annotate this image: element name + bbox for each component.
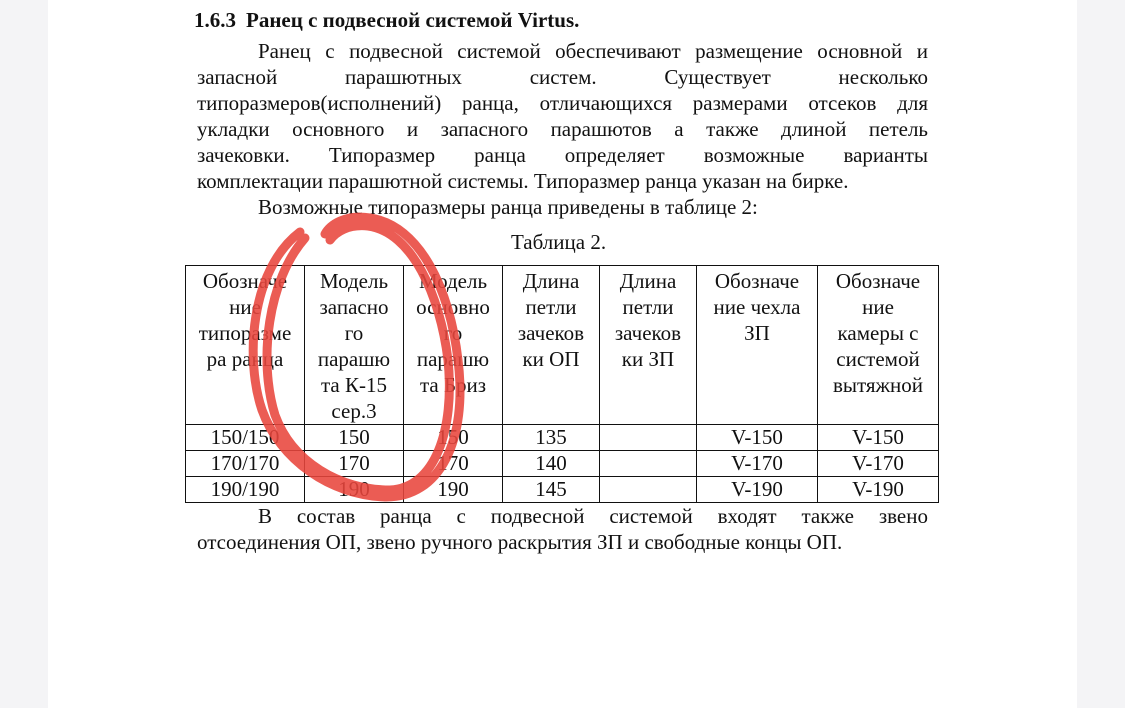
table-cell: 170 bbox=[404, 451, 503, 477]
header-text-line: зачеков bbox=[614, 321, 682, 345]
paragraph-line: зачековки. Типоразмер ранца определяет возможные варианты bbox=[197, 143, 928, 167]
header-text-line: Длина bbox=[619, 269, 677, 293]
table-row bbox=[186, 425, 939, 451]
table-cell: V-170 bbox=[697, 451, 818, 477]
header-text-line: системой bbox=[836, 347, 920, 371]
header-text-line: камеры с bbox=[837, 321, 919, 345]
table-header-row bbox=[186, 266, 939, 425]
header-text-line: вытяжной bbox=[832, 373, 924, 397]
section-heading bbox=[194, 8, 579, 33]
table-cell: 140 bbox=[503, 451, 600, 477]
header-text-line: ние чехла bbox=[713, 295, 801, 319]
header-text-line: ние bbox=[862, 295, 894, 319]
table-cell: 170 bbox=[305, 451, 404, 477]
header-text-line: Обозначе bbox=[714, 269, 800, 293]
paragraph-line: отсоединения ОП, звено ручного раскрытия ЗП и свободные концы ОП. bbox=[197, 530, 843, 554]
header-text-line: Модель bbox=[418, 269, 488, 293]
table-header-cell bbox=[697, 266, 818, 425]
header-text-line: Модель bbox=[319, 269, 389, 293]
table-cell: 150/150 bbox=[186, 425, 305, 451]
table-body bbox=[186, 425, 939, 503]
header-text-line: основно bbox=[416, 295, 490, 319]
section-number: 1.6.3 bbox=[194, 8, 236, 32]
table-cell bbox=[600, 477, 697, 503]
header-text-line: сер.3 bbox=[331, 399, 377, 423]
table-cell: 150 bbox=[305, 425, 404, 451]
table-header-cell bbox=[305, 266, 404, 425]
table-cell: V-170 bbox=[818, 451, 939, 477]
paragraph-line: В состав ранца с подвесной системой входят также звено bbox=[258, 504, 928, 528]
header-text-line: Обозначе bbox=[835, 269, 921, 293]
sizes-table bbox=[185, 265, 939, 503]
paragraph-line: типоразмеров(исполнений) ранца, отличающихся размерами отсеков для bbox=[197, 91, 928, 115]
table-cell: 150 bbox=[404, 425, 503, 451]
table-header-cell bbox=[404, 266, 503, 425]
table-cell: V-190 bbox=[818, 477, 939, 503]
header-text-line: ки ОП bbox=[522, 347, 580, 371]
document-page bbox=[48, 0, 1077, 708]
paragraph-table-intro: Возможные типоразмеры ранца приведены в таблице 2: bbox=[258, 195, 758, 219]
table-cell bbox=[600, 425, 697, 451]
header-text-line: Длина bbox=[522, 269, 580, 293]
header-text-line: зачеков bbox=[517, 321, 585, 345]
header-text-line: петли bbox=[525, 295, 577, 319]
table-header-cell bbox=[186, 266, 305, 425]
table-header-cell bbox=[818, 266, 939, 425]
header-text-line: петли bbox=[622, 295, 674, 319]
table-cell bbox=[600, 451, 697, 477]
header-text-line: типоразме bbox=[198, 321, 292, 345]
table-cell: V-150 bbox=[697, 425, 818, 451]
paragraph-line: укладки основного и запасного парашютов а также длиной петель bbox=[197, 117, 928, 141]
table-cell: 145 bbox=[503, 477, 600, 503]
header-text-line: та К-15 bbox=[320, 373, 387, 397]
paragraph-line: Ранец с подвесной системой обеспечивают размещение основной и bbox=[258, 39, 928, 63]
table-row bbox=[186, 451, 939, 477]
table-caption: Таблица 2. bbox=[511, 230, 607, 254]
header-text-line: парашю bbox=[317, 347, 391, 371]
table-cell: V-190 bbox=[697, 477, 818, 503]
section-title: Ранец с подвесной системой Virtus. bbox=[246, 8, 580, 32]
header-text-line: ки ЗП bbox=[621, 347, 675, 371]
paragraph-line: запасной парашютных систем. Существует несколько bbox=[197, 65, 928, 89]
header-text-line: ние bbox=[229, 295, 261, 319]
header-text-line: го bbox=[344, 321, 364, 345]
paragraph-description bbox=[197, 38, 928, 194]
table-cell: 190 bbox=[404, 477, 503, 503]
table-cell: 190/190 bbox=[186, 477, 305, 503]
header-text-line: го bbox=[443, 321, 463, 345]
header-text-line: Обозначе bbox=[202, 269, 288, 293]
header-text-line: ЗП bbox=[744, 321, 770, 345]
table-cell: 190 bbox=[305, 477, 404, 503]
header-text-line: ра ранца bbox=[206, 347, 284, 371]
table-cell: 170/170 bbox=[186, 451, 305, 477]
paragraph-composition bbox=[197, 503, 928, 555]
table-cell: V-150 bbox=[818, 425, 939, 451]
table-header-cell bbox=[600, 266, 697, 425]
table-header-cell bbox=[503, 266, 600, 425]
table-row bbox=[186, 477, 939, 503]
paragraph-line: комплектации парашютной системы. Типоразмер ранца указан на бирке. bbox=[197, 169, 849, 193]
header-text-line: та Бриз bbox=[419, 373, 487, 397]
header-text-line: парашю bbox=[416, 347, 490, 371]
table-cell: 135 bbox=[503, 425, 600, 451]
header-text-line: запасно bbox=[319, 295, 389, 319]
